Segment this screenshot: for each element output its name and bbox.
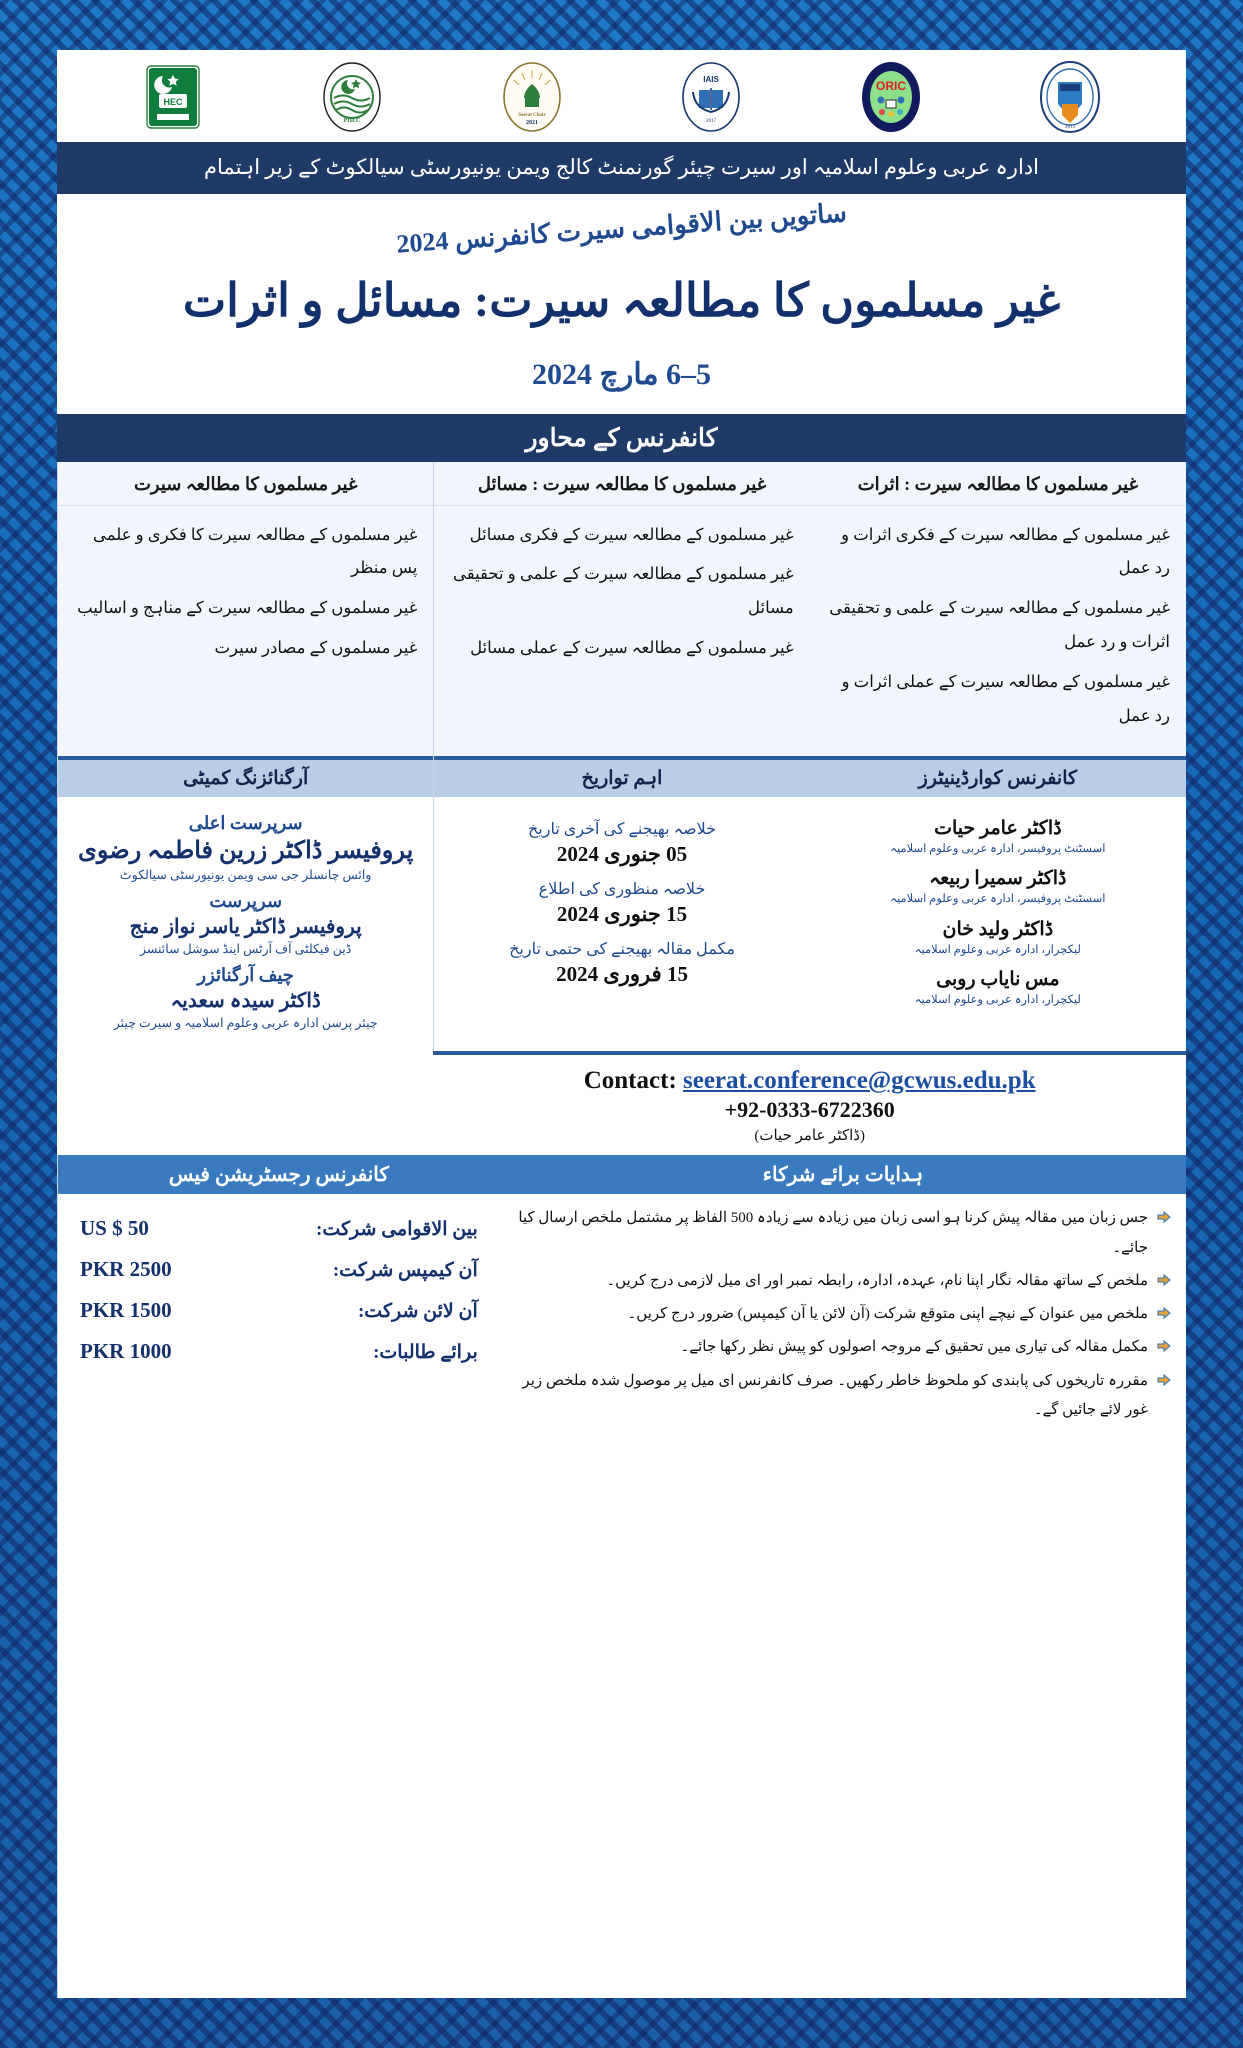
contact-section	[433, 1051, 1186, 1155]
important-dates-heading: اہم تواریخ	[434, 756, 809, 797]
theme-item: غیر مسلموں کے مطالعہ سیرت کے علمی و تحقیقی اثرات و رد عمل	[829, 598, 1170, 651]
date-value: 15 جنوری 2024	[556, 902, 688, 927]
theme-item: غیر مسلموں کے مطالعہ سیرت کے عملی مسائل	[470, 637, 794, 657]
theme-list	[810, 506, 1186, 757]
theme-list	[434, 506, 809, 689]
organizer-line: ادارہ عربی وعلوم اسلامیہ اور سیرت چیئر گورنمنٹ کالج ویمن یونیورسٹی سیالکوٹ کے زیر اہتمام	[204, 155, 1039, 179]
svg-text:Seerat Chair: Seerat Chair	[518, 113, 546, 118]
fee-value: US $ 50	[80, 1216, 149, 1241]
coordinator-affiliation: اسسٹنٹ پروفیسر، ادارہ عربی وعلوم اسلامیہ	[890, 893, 1106, 906]
conference-series-title: ساتویں بین الاقوامی سیرت کانفرنس 2024	[395, 197, 848, 259]
date-label: خلاصہ بھیجنے کی آخری تاریخ	[527, 821, 717, 839]
guideline-item	[514, 1204, 1172, 1263]
fee-value: PKR 1500	[80, 1298, 172, 1323]
coordinator-name: ڈاکٹر عامر حیات	[934, 818, 1062, 840]
guideline-text: ملخص کے ساتھ مقالہ نگار اپنا نام، عہدہ، ادارہ، رابطہ نمبر اور ای میل لازمی درج کریں۔	[606, 1272, 1148, 1289]
coordinators-section	[810, 756, 1186, 1051]
svg-text:PHEC: PHEC	[343, 118, 361, 124]
logo-bar	[57, 50, 1186, 142]
member-affiliation: چیئر پرسن ادارہ عربی وعلوم اسلامیہ و سیرت چیئر	[113, 1016, 378, 1031]
svg-text:2021: 2021	[525, 120, 538, 126]
theme-item: غیر مسلموں کے مطالعہ سیرت کے عملی اثرات و رد عمل	[841, 671, 1170, 725]
svg-text:2013: 2013	[1065, 125, 1076, 130]
date-value: 05 جنوری 2024	[556, 842, 688, 867]
hec-logo	[141, 60, 205, 134]
theme-column-title: غیر مسلموں کا مطالعہ سیرت	[58, 462, 433, 506]
title-block	[57, 194, 1186, 414]
contact-row	[57, 1051, 1186, 1155]
coordinators-heading: کانفرنس کوارڈینیٹرز	[810, 756, 1186, 797]
contact-spacer	[57, 1051, 433, 1155]
coordinator-name: ڈاکٹر سمیرا ربیعہ	[929, 868, 1067, 890]
member-role: سرپرست	[209, 891, 283, 912]
guideline-item	[514, 1333, 1172, 1362]
member-affiliation: ڈین فیکلٹی آف آرٹس اینڈ سوشل سائنسز	[139, 942, 352, 957]
arrow-bullet-icon	[1156, 1371, 1172, 1389]
conference-date: 5–6 مارچ 2024	[531, 357, 712, 391]
fee-value: PKR 2500	[80, 1257, 172, 1282]
theme-list	[58, 506, 433, 689]
svg-text:IAIS: IAIS	[703, 75, 720, 84]
fee-value: PKR 1000	[80, 1339, 172, 1364]
guideline-text: ملخص میں عنوان کے نیچے اپنی متوقع شرکت (آن لائن یا آن کیمپس) ضرور درج کریں۔	[627, 1306, 1148, 1323]
coordinator-name: مس نایاب روبی	[936, 968, 1060, 990]
themes-heading: کانفرنس کے محاور	[57, 414, 1186, 462]
registration-fees-section	[57, 1155, 500, 1998]
coordinator-affiliation: اسسٹنٹ پروفیسر، ادارہ عربی وعلوم اسلامیہ	[890, 843, 1106, 856]
guideline-text: جس زبان میں مقالہ پیش کرنا ہو اسی زبان میں زیادہ سے زیادہ 500 الفاظ پر مشتمل ملخص ارسال کیا جائے۔	[518, 1210, 1148, 1256]
theme-column-issues	[433, 462, 809, 757]
arrow-bullet-icon	[1156, 1271, 1172, 1289]
member-name: پروفیسر ڈاکٹر یاسر نواز منج	[129, 916, 362, 939]
member-name: پروفیسر ڈاکٹر زرین فاطمہ رضوی	[78, 838, 414, 865]
fee-row	[76, 1208, 482, 1249]
poster-inner	[57, 50, 1186, 1998]
member-role: سرپرست اعلی	[188, 813, 303, 834]
guideline-item	[514, 1267, 1172, 1296]
member-affiliation: وائس چانسلر جی سی ویمن یونیورسٹی سیالکوٹ	[119, 868, 372, 883]
contact-label: Contact	[583, 1067, 669, 1095]
guidelines-heading: ہدایات برائے شرکاء	[500, 1155, 1186, 1194]
theme-item: غیر مسلموں کے مطالعہ سیرت کے فکری مسائل	[469, 524, 794, 544]
arrow-bullet-icon	[1156, 1337, 1172, 1355]
phec-logo	[320, 60, 384, 134]
organizing-committee-body	[58, 797, 433, 1051]
contact-person: (ڈاکٹر عامر حیات)	[754, 1128, 865, 1145]
guideline-text: مقررہ تاریخوں کی پابندی کو ملحوظ خاطر رکھیں۔ صرف کانفرنس ای میل پر موصول شدہ ملخص زیر غور لائے جائیں گے۔	[522, 1372, 1148, 1418]
svg-text:HEC: HEC	[163, 97, 183, 107]
registration-fees-heading: کانفرنس رجسٹریشن فیس	[58, 1155, 500, 1194]
theme-column-effects	[810, 462, 1186, 757]
contact-phone[interactable]: +92-0333-6722360	[724, 1097, 895, 1123]
theme-item: غیر مسلموں کے مطالعہ سیرت کے فکری اثرات و رد عمل	[841, 524, 1170, 578]
fees-table	[58, 1194, 500, 1382]
svg-text:ORIC: ORIC	[875, 79, 906, 93]
important-dates-section	[433, 756, 809, 1051]
organizing-committee-section	[57, 756, 433, 1051]
themes-grid	[57, 462, 1186, 757]
member-role: چیف آرگنائزر	[197, 965, 294, 986]
arrow-bullet-icon	[1156, 1208, 1172, 1226]
guideline-item	[514, 1367, 1172, 1426]
guidelines-list	[500, 1194, 1186, 1435]
date-value: 15 فروری 2024	[556, 962, 688, 987]
arrow-bullet-icon	[1156, 1304, 1172, 1322]
date-label: مکمل مقالہ بھیجنے کی حتمی تاریخ	[509, 941, 735, 959]
theme-column-overview	[57, 462, 433, 757]
guideline-item	[514, 1300, 1172, 1329]
organizing-committee-heading: آرگنائزنگ کمیٹی	[58, 756, 433, 797]
theme-column-title: غیر مسلموں کا مطالعہ سیرت : مسائل	[434, 462, 809, 506]
theme-column-title: غیر مسلموں کا مطالعہ سیرت : اثرات	[810, 462, 1186, 506]
important-dates-body	[434, 797, 809, 1003]
fee-label: آن لائن شرکت:	[357, 1301, 478, 1323]
theme-item: غیر مسلموں کے مطالعہ سیرت کا فکری و علمی پس منظر	[92, 524, 418, 578]
coordinator-name: ڈاکٹر ولید خان	[942, 918, 1054, 940]
svg-text:2017: 2017	[706, 119, 717, 124]
date-label: خلاصہ منظوری کی اطلاع	[538, 881, 706, 899]
fee-label: برائے طالبات:	[373, 1342, 478, 1364]
fee-row	[76, 1249, 482, 1290]
guidelines-section	[500, 1155, 1186, 1998]
gcwus-logo	[1038, 60, 1102, 134]
theme-item: غیر مسلموں کے مصادر سیرت	[214, 637, 418, 657]
page-title: غیر مسلموں کا مطالعہ سیرت: مسائل و اثرات	[182, 274, 1061, 326]
fee-row	[76, 1331, 482, 1372]
coordinator-affiliation: لیکچرار، ادارہ عربی وعلوم اسلامیہ	[914, 943, 1081, 956]
fee-label: آن کیمپس شرکت:	[332, 1260, 478, 1282]
contact-line: Contact: seerat.conference@gcwus.edu.pk	[583, 1067, 1036, 1095]
coordinator-affiliation: لیکچرار، ادارہ عربی وعلوم اسلامیہ	[914, 993, 1081, 1006]
info-row	[57, 756, 1186, 1051]
coordinators-body	[810, 797, 1186, 1023]
iais-logo	[679, 60, 743, 134]
bottom-row	[57, 1155, 1186, 1998]
organizer-band	[57, 142, 1186, 194]
theme-item: غیر مسلموں کے مطالعہ سیرت کے مناہج و اسالیب	[77, 598, 418, 618]
member-name: ڈاکٹر سیدہ سعدیہ	[170, 990, 321, 1013]
fee-label: بین الاقوامی شرکت:	[316, 1219, 478, 1241]
fee-row	[76, 1290, 482, 1331]
seerat-chair-logo	[500, 60, 564, 134]
contact-email-link[interactable]: seerat.conference@gcwus.edu.pk	[683, 1067, 1036, 1095]
theme-item: غیر مسلموں کے مطالعہ سیرت کے علمی و تحقیقی مسائل	[452, 564, 794, 618]
oric-logo	[859, 60, 923, 134]
guideline-text: مکمل مقالہ کی تیاری میں تحقیق کے مروجہ اصولوں کو پیش نظر رکھا جائے۔	[680, 1339, 1148, 1356]
